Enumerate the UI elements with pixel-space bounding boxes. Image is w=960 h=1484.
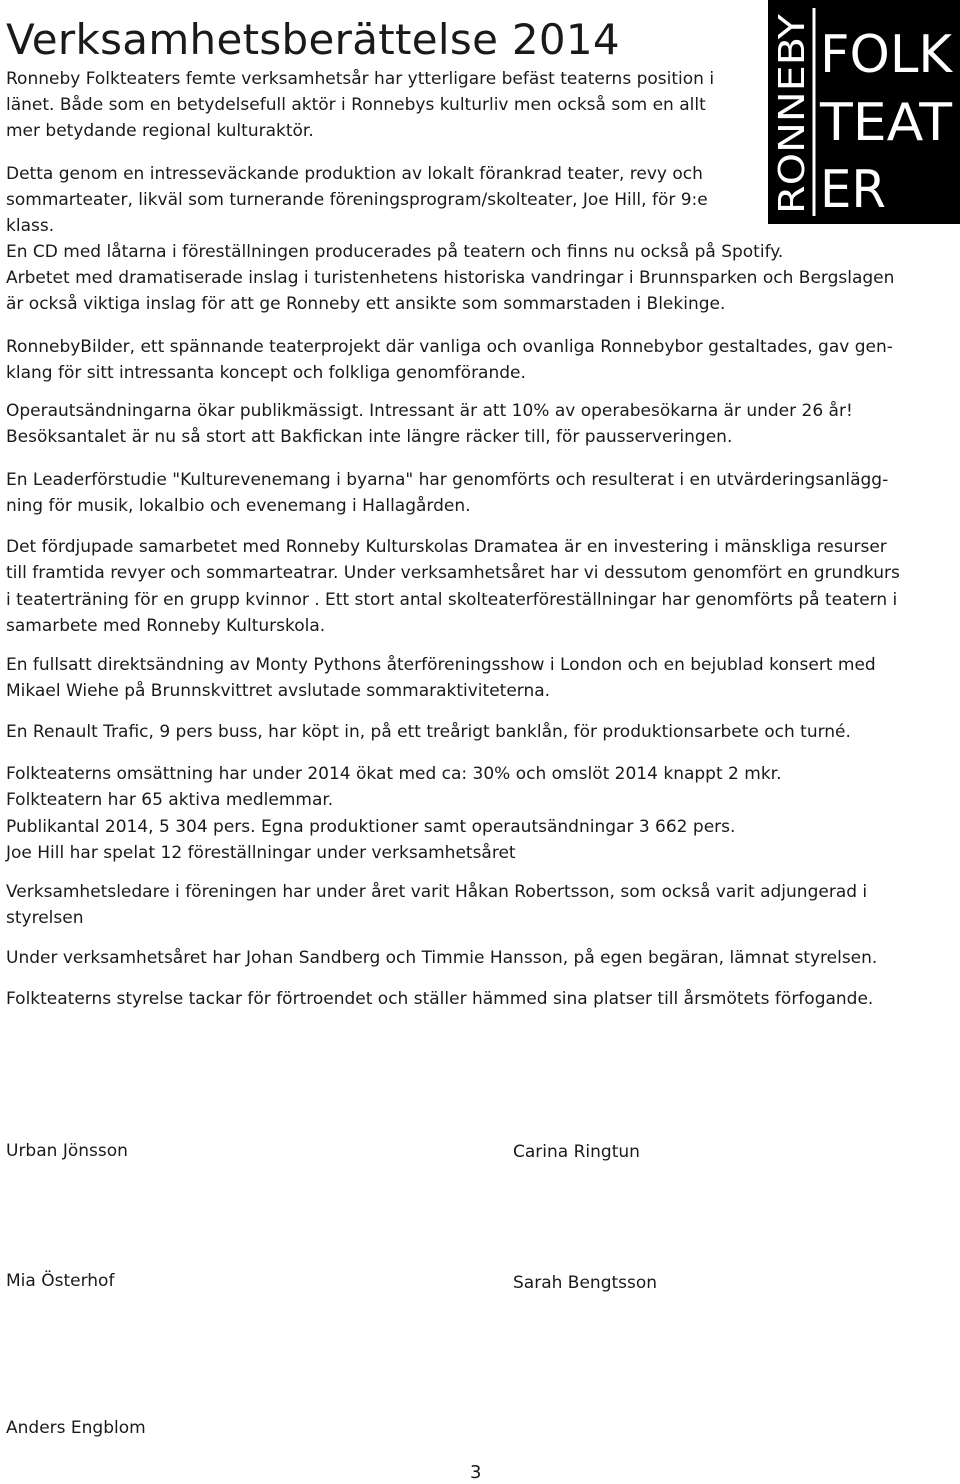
text-line: En Renault Trafic, 9 pers buss, har köpt in, på ett treårigt banklån, för produktionsarbete och turné.: [6, 722, 851, 742]
logo-line-teat: TEAT: [818, 93, 953, 153]
text-line: klang för sitt intressanta koncept och folkliga genomförande.: [6, 363, 526, 383]
text-line: En Leaderförstudie "Kulturevenemang i byarna" har genomförts och resulterat i en utvärderingsanlägg-: [6, 470, 889, 490]
text-line: RonnebyBilder, ett spännande teaterprojekt där vanliga och ovanliga Ronnebybor gestaltades, gav gen-: [6, 337, 893, 357]
text-line: En fullsatt direktsändning av Monty Pythons återföreningsshow i London och en bejublad konsert med: [6, 655, 876, 675]
text-line: Detta genom en intresseväckande produktion av lokalt förankrad teater, revy och: [6, 164, 703, 184]
text-line: Mikael Wiehe på Brunnskvittret avslutade sommaraktiviteterna.: [6, 681, 551, 701]
text-line: En CD med låtarna i föreställningen producerades på teatern och finns nu också på Spotify.: [6, 242, 784, 262]
signature-name: Carina Ringtun: [513, 1142, 640, 1162]
logo-line-er: ER: [820, 160, 886, 220]
text-line: klass.: [6, 216, 55, 236]
text-line: samarbete med Ronneby Kulturskola.: [6, 616, 326, 636]
text-line: Joe Hill har spelat 12 föreställningar under verksamhetsåret: [6, 843, 516, 863]
ronneby-folkteater-logo: [768, 0, 960, 224]
text-line: är också viktiga inslag för att ge Ronneby ett ansikte som sommarstaden i Blekinge.: [6, 294, 726, 314]
text-line: Under verksamhetsåret har Johan Sandberg och Timmie Hansson, på egen begäran, lämnat styrelsen.: [6, 948, 878, 968]
text-line: Verksamhetsledare i föreningen har under året varit Håkan Robertsson, som också varit adjungerad i: [6, 882, 868, 902]
page-number: 3: [470, 1462, 482, 1483]
text-line: Ronneby Folkteaters femte verksamhetsår har ytterligare befäst teaterns position i: [6, 69, 715, 89]
signature-name: Anders Engblom: [6, 1418, 146, 1438]
text-line: Folkteaterns styrelse tackar för förtroendet och ställer hämmed sina platser till årsmötets förfogande.: [6, 989, 874, 1009]
signature-name: Mia Österhof: [6, 1271, 115, 1291]
text-line: i teaterträning för en grupp kvinnor . Ett stort antal skolteaterföreställningar har genomförts på teatern i: [6, 590, 898, 610]
text-line: till framtida revyer och sommarteatrar. Under verksamhetsåret har vi dessutom genomfört en grundkurs: [6, 563, 900, 583]
text-line: länet. Både som en betydelsefull aktör i Ronnebys kulturliv men också som en allt: [6, 95, 706, 115]
text-line: ning för musik, lokalbio och evenemang i Hallagården.: [6, 496, 471, 516]
text-line: Folkteaterns omsättning har under 2014 ökat med ca: 30% och omslöt 2014 knappt 2 mkr.: [6, 764, 782, 784]
logo-line-folk: FOLK: [820, 25, 954, 85]
text-line: sommarteater, likväl som turnerande föreningsprogram/skolteater, Joe Hill, för 9:e: [6, 190, 708, 210]
logo-graphic: [768, 0, 960, 224]
text-line: styrelsen: [6, 908, 84, 928]
text-line: Operautsändningarna ökar publikmässigt. Intressant är att 10% av operabesökarna är under 26 år!: [6, 401, 853, 421]
signature-name: Urban Jönsson: [6, 1141, 128, 1161]
document-title: Verksamhetsberättelse 2014: [6, 15, 620, 64]
text-line: mer betydande regional kulturaktör.: [6, 121, 314, 141]
text-line: Det fördjupade samarbetet med Ronneby Kulturskolas Dramatea är en investering i mänskliga resurser: [6, 537, 887, 557]
text-line: Publikantal 2014, 5 304 pers. Egna produktioner samt operautsändningar 3 662 pers.: [6, 817, 736, 837]
text-line: Arbetet med dramatiserade inslag i turistenhetens historiska vandringar i Brunnsparken och Bergslagen: [6, 268, 895, 288]
signature-name: Sarah Bengtsson: [513, 1273, 658, 1293]
logo-vertical-text: RONNEBY: [772, 39, 813, 214]
text-line: Besöksantalet är nu så stort att Bakfickan inte längre räcker till, för pausserveringen.: [6, 427, 733, 447]
text-line: Folkteatern har 65 aktiva medlemmar.: [6, 790, 334, 810]
